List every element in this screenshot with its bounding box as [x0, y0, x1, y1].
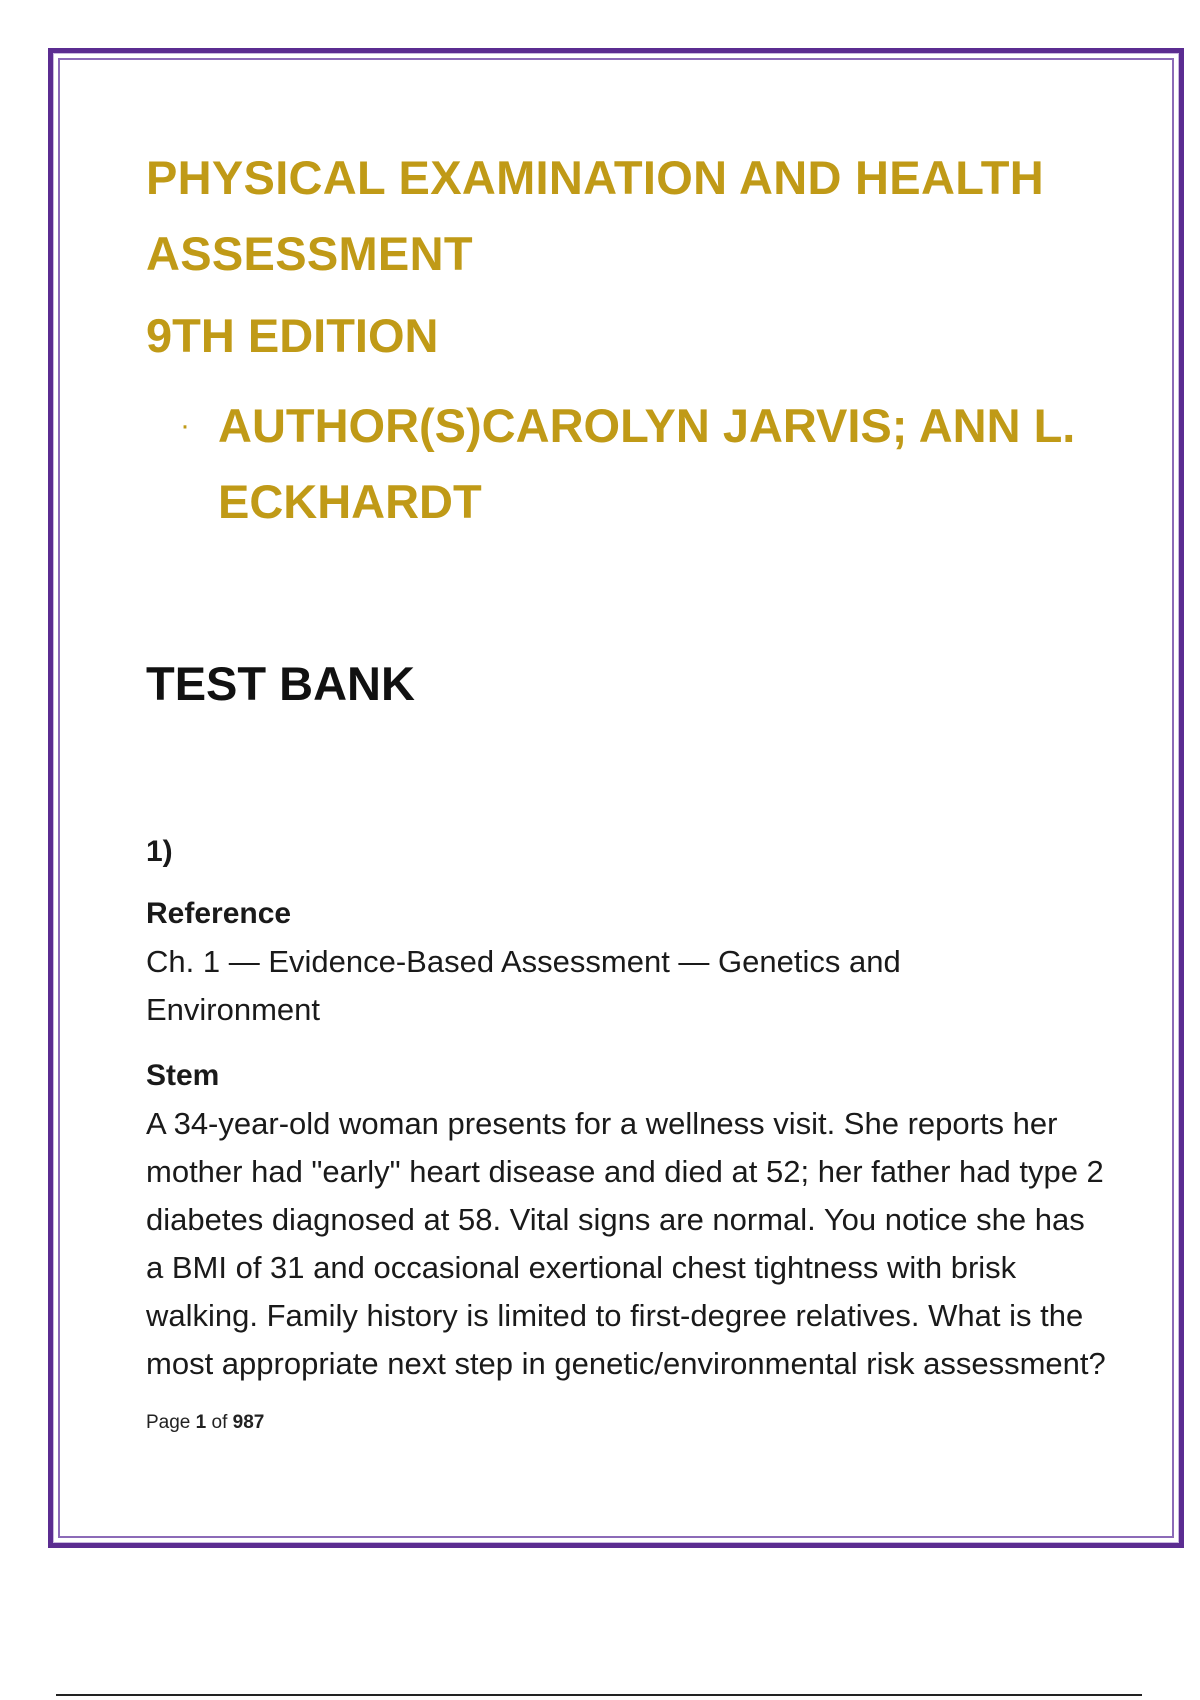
current-page-number: 1: [195, 1412, 207, 1433]
stem-label: Stem: [146, 1059, 220, 1092]
document-title: PHYSICAL EXAMINATION AND HEALTH ASSESSMENT: [146, 151, 1044, 280]
edition-label: 9TH EDITION: [146, 309, 439, 362]
bullet-dot-icon: ·: [180, 409, 190, 442]
total-pages-number: 987: [232, 1412, 265, 1433]
question-number: 1): [146, 835, 173, 868]
author-bullet-item: [146, 388, 1106, 540]
page-number-footer: [146, 1412, 1106, 1434]
page-word: Page: [146, 1412, 191, 1433]
page-content: [146, 140, 1106, 1434]
reference-label: Reference: [146, 897, 292, 930]
author-line: AUTHOR(S)CAROLYN JARVIS; ANN L. ECKHARDT: [218, 399, 1076, 528]
stem-text: A 34-year-old woman presents for a wellness visit. She reports her mother had "early" heart disease and died at 52; her father had type 2 diabetes diagnosed at 58. Vital signs are normal. You notice she has a BMI of 31 and occasional exertional chest tightness with brisk walking. Family history is limited to first-degree relatives. What is the most appropriate next step in genetic/environmental risk assessment?: [146, 1106, 1106, 1381]
test-bank-heading: TEST BANK: [146, 657, 415, 710]
bottom-divider: [56, 1694, 1142, 1696]
reference-text: Ch. 1 — Evidence-Based Assessment — Genetics and Environment: [146, 944, 901, 1027]
of-word: of: [211, 1412, 228, 1433]
